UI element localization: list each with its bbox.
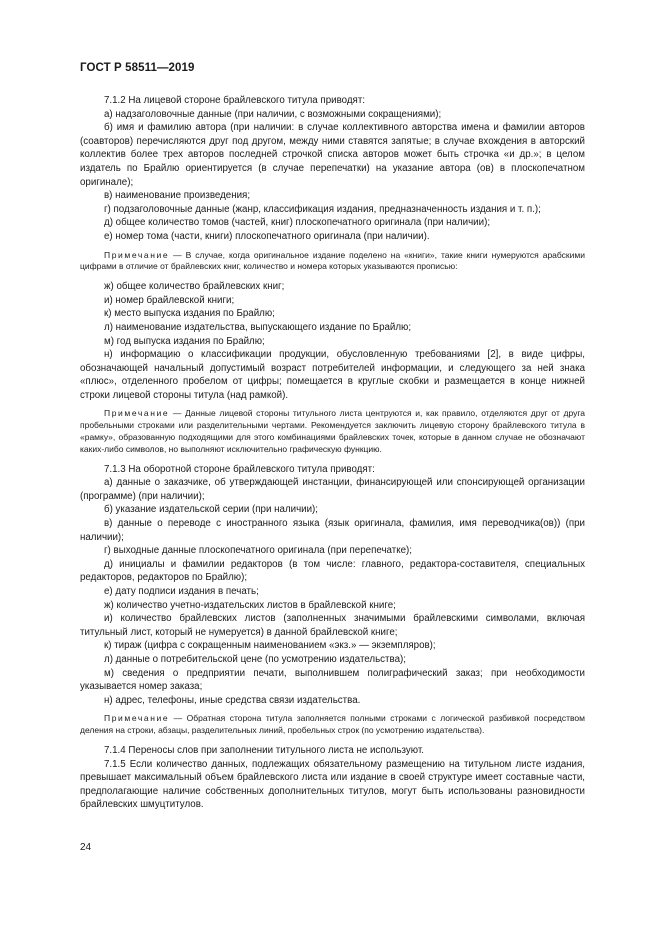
page-content: [80, 94, 585, 812]
list-item: б) имя и фамилию автора (при наличии: в случае коллективного авторства имена и фамилии авторов (соавторов) перечисляются друг под другом, между ними ставятся запятые; в случае вхождения в авторский коллектив более трех авторов последней строчкой списка авторов может быть строчка «и др.»; в целом издатель по Брайлю ориентируется (в случае перепечатки) на указание автора (ов) в плоскопечатном оригинале);: [80, 122, 585, 188]
list-item: е) номер тома (части, книги) плоскопечатного оригинала (при наличии).: [104, 230, 430, 242]
note-label: Примечание: [104, 408, 170, 419]
note-label: Примечание: [104, 713, 170, 724]
list-item: л) наименование издательства, выпускающего издание по Брайлю;: [104, 321, 412, 333]
list-item: н) адрес, телефоны, иные средства связи издательства.: [104, 694, 361, 706]
clause-7-1-2-title: 7.1.2 На лицевой стороне брайлевского титула приводят:: [104, 95, 366, 106]
list-item: к) тираж (цифра с сокращенным наименованием «экз.» — экземпляров);: [104, 640, 436, 652]
list-item: е) дату подписи издания в печать;: [104, 586, 259, 597]
note-text: — Обратная сторона титула заполняется полными строками с логической разбивкой посредством деления на строки, абзацы, разделительных линий, пробельных строк (по усмотрению издательства).: [80, 713, 585, 736]
note-1: [80, 250, 585, 274]
list-item: а) надзаголовочные данные (при наличии, с возможными сокращениями);: [104, 108, 442, 120]
list-item: м) сведения о предприятии печати, выполнившем полиграфический заказ; при необходимости указывается номер заказа;: [80, 667, 585, 693]
list-item: и) количество брайлевских листов (заполненных значимыми брайлевскими символами, включая титульный лист, который не нумеруется) в данной брайлевской книге;: [80, 613, 585, 638]
list-item: а) данные о заказчике, об утверждающей инстанции, финансирующей или спонсирующей организации (программе) (при наличии);: [80, 477, 585, 502]
list-item: м) год выпуска издания по Брайлю;: [104, 335, 265, 347]
note-2: [80, 408, 585, 455]
list-item: ж) количество учетно-издательских листов в брайлевской книге;: [104, 599, 396, 611]
list-item: л) данные о потребительской цене (по усмотрению издательства);: [104, 653, 406, 665]
list-item: д) инициалы и фамилии редакторов (в том числе: главного, редактора-составителя, специальных редакторов, редакторов по Брайлю);: [80, 558, 585, 584]
list-item: к) место выпуска издания по Брайлю;: [104, 308, 275, 320]
note-text: — В случае, когда оригинальное издание поделено на «книги», такие книги нумеруются арабскими цифрами в отличие от брайлевских книг, количество и номера которых указываются прописью:: [80, 249, 585, 272]
list-item: б) указание издательской серии (при наличии);: [104, 504, 319, 516]
page-number: 24: [80, 842, 92, 853]
list-item: г) выходные данные плоскопечатного оригинала (при перепечатке);: [104, 545, 412, 557]
list-item: н) информацию о классификации продукции, обусловленную требованиями [2], в виде цифры, обозначающей начальный допустимый возраст потребителей информации, и следующего за ней знака «плюс», отделенного пробелом от цифры; помещается в круглые скобки и размещается в конце нижней строки лицевой стороны титула (над рамкой).: [80, 349, 585, 401]
list-item: ж) общее количество брайлевских книг;: [104, 281, 285, 293]
standard-header: ГОСТ Р 58511—2019: [80, 62, 195, 74]
note-text: — Данные лицевой стороны титульного листа центруются и, как правило, отделяются друг от друга пробельными строками или разделительными чертами. Рекомендуется заключить лицевую сторону брайлевского титула в «рамку», образованную подходящими для этого комбинациями брайлевских точек, которые в данном случае не обозначают каких-либо символов, но выполняют исключительно графическую функцию.: [80, 408, 585, 454]
note-label: Примечание: [104, 249, 170, 260]
clause-7-1-4: 7.1.4 Переносы слов при заполнении титульного листа не используют.: [104, 744, 424, 756]
clause-7-1-5: 7.1.5 Если количество данных, подлежащих обязательному размещению на титульном листе издания, превышает максимальный объем брайлевского листа или издание в своей структуре имеет составные части, предполагающие наличие собственных дополнительных титулов, могут быть использованы разновидности брайлевских шмуцтитулов.: [80, 758, 585, 811]
clause-7-1-3-title: 7.1.3 На оборотной стороне брайлевского титула приводят:: [104, 463, 375, 475]
list-item: д) общее количество томов (частей, книг) плоскопечатного оригинала (при наличии);: [104, 217, 491, 229]
list-item: и) номер брайлевской книги;: [104, 294, 235, 306]
note-3: [80, 713, 585, 737]
list-item: в) наименование произведения;: [104, 190, 251, 202]
list-item: в) данные о переводе с иностранного языка (язык оригинала, фамилия, имя переводчика(ов)) (при наличии);: [80, 518, 585, 543]
list-item: г) подзаголовочные данные (жанр, классификация издания, предназначенность издания и т. п.);: [104, 203, 541, 215]
